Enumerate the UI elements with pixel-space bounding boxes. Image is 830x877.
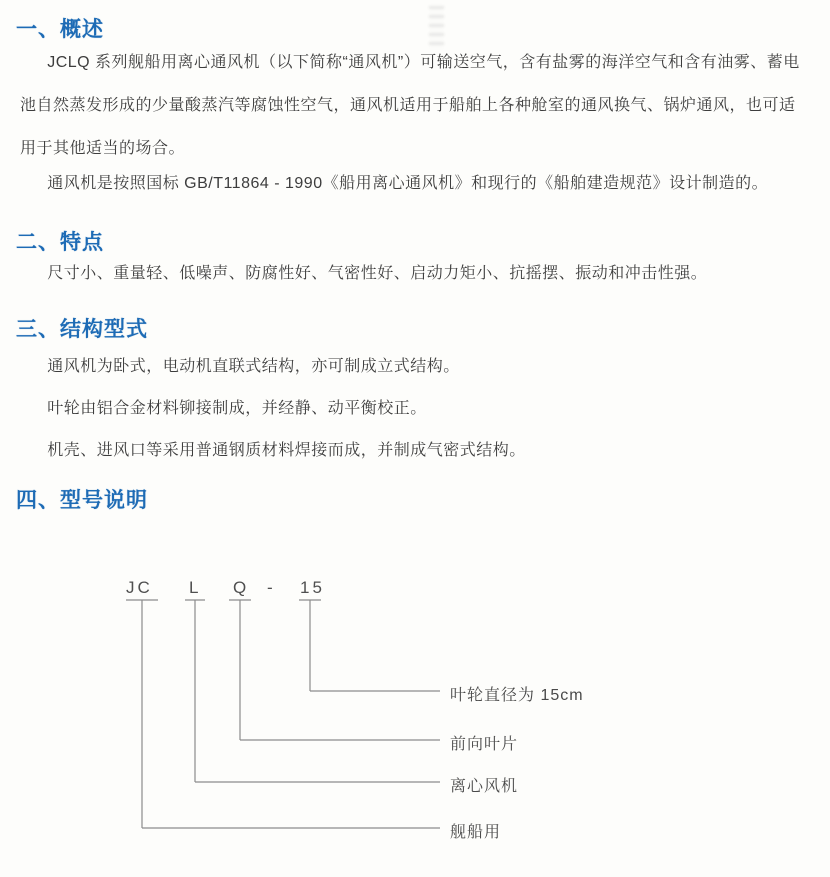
section-heading-model: 四、型号说明 <box>16 489 148 512</box>
model-code-part-q: Q <box>233 578 250 597</box>
section-heading-structure: 三、结构型式 <box>16 318 148 341</box>
model-code-diagram <box>0 560 830 877</box>
overview-paragraph-line2: 池自然蒸发形成的少量酸蒸汽等腐蚀性空气，通风机适用于船舶上各种舱室的通风换气、锅炉通风，也可适 <box>20 97 796 114</box>
structure-paragraph-1: 通风机为卧式，电动机直联式结构，亦可制成立式结构。 <box>47 358 460 375</box>
model-code-dash: - <box>267 578 276 597</box>
model-label-impeller-diameter: 叶轮直径为 15cm <box>450 687 584 704</box>
section-heading-overview: 一、概述 <box>16 18 104 41</box>
model-code-part-l: L <box>189 578 202 597</box>
model-code-part-size: 15 <box>300 578 325 597</box>
model-code-callout-lines <box>0 560 830 877</box>
section-heading-features: 二、特点 <box>16 231 104 254</box>
overview-paragraph-line3: 用于其他适当的场合。 <box>20 140 186 157</box>
structure-paragraph-3: 机壳、进风口等采用普通钢质材料焊接而成，并制成气密式结构。 <box>47 442 526 459</box>
model-label-naval-use: 舰船用 <box>450 824 502 841</box>
model-label-forward-blades: 前向叶片 <box>450 736 519 753</box>
model-code-part-jc: JC <box>126 578 153 597</box>
model-label-centrifugal-fan: 离心风机 <box>450 778 519 795</box>
overview-paragraph-standard: 通风机是按照国标 GB/T11864 - 1990《船用离心通风机》和现行的《船舶建造规范》设计制造的。 <box>47 175 769 192</box>
features-paragraph: 尺寸小、重量轻、低噪声、防腐性好、气密性好、启动力矩小、抗摇摆、振动和冲击性强。 <box>47 265 708 282</box>
structure-paragraph-2: 叶轮由铝合金材料铆接制成，并经静、动平衡校正。 <box>47 400 427 417</box>
overview-paragraph-line1: JCLQ 系列舰船用离心通风机（以下简称“通风机”）可输送空气，含有盐雾的海洋空气和含有油雾、蓄电 <box>47 54 800 71</box>
